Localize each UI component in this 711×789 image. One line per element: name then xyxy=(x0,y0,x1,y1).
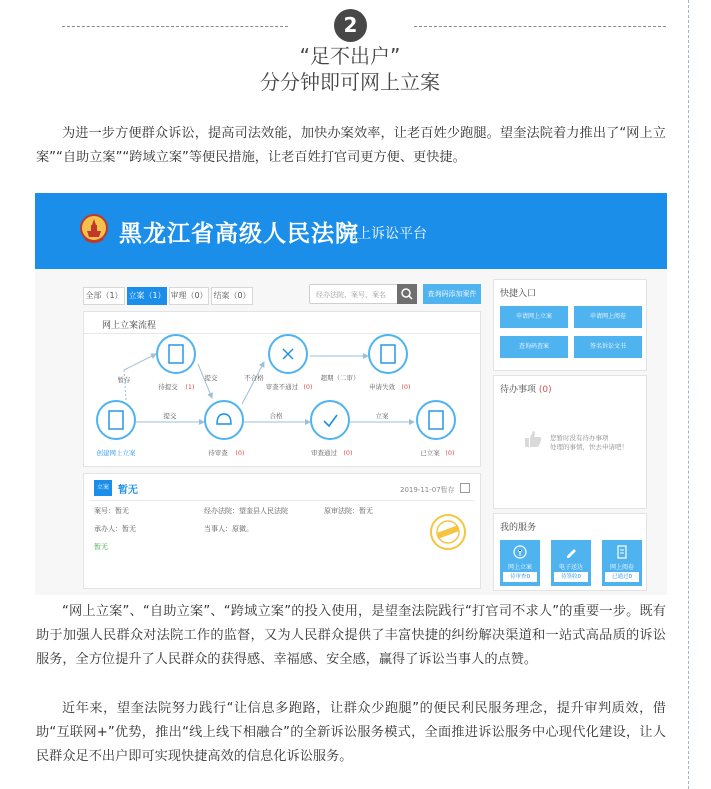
edge-submit2: 提交 xyxy=(204,374,218,382)
my-services-panel xyxy=(493,513,647,591)
case-title: 暂无 xyxy=(118,485,138,496)
right-dashed-rule xyxy=(688,0,689,789)
dollar-circle-icon xyxy=(513,545,527,559)
tab-all[interactable]: 全部（1） xyxy=(83,287,125,305)
document-icon xyxy=(615,545,629,559)
platform-name: 网上诉讼平台 xyxy=(343,226,427,242)
case-original-court: 原审法院：暂无 xyxy=(324,507,373,515)
label-passed-count: (0) xyxy=(343,449,353,457)
body-paragraph-2: 近年来，望奎法院努力践行“让信息多跑路，让群众少跑腿”的便民利民服务理念，提升审判质效，借助“互联网+”优势，推出“线上线下相融合”的全新诉讼服务模式，全面推进诉讼服务中心现代化建设，让人民群众足不出户即可实现快捷高效的信息化诉讼服务。 xyxy=(36,701,666,764)
label-pending-submit: 待提交 xyxy=(158,383,178,391)
label-passed: 审查通过 xyxy=(311,449,337,457)
label-filed: 已立案 xyxy=(420,449,440,457)
todo-count: (0) xyxy=(538,385,552,395)
todo-panel xyxy=(493,375,647,509)
arrow-fail xyxy=(242,362,264,404)
node-void-icon xyxy=(369,335,407,373)
court-name: 黑龙江省高级人民法院 xyxy=(119,221,359,247)
edge-submit1: 提交 xyxy=(163,412,177,420)
todo-empty-line2: 处理的事情，快去申请吧！ xyxy=(550,443,628,451)
search-button[interactable] xyxy=(397,284,417,304)
case-handling-court: 经办法院：望奎县人民法院 xyxy=(204,507,288,515)
todo-title-label: 待办事项 xyxy=(500,385,537,395)
section-title-line2: 分分钟即可网上立案 xyxy=(260,70,440,94)
side-panel xyxy=(493,279,647,591)
portal-banner xyxy=(35,193,667,269)
flow-diagram xyxy=(84,334,480,466)
case-divider xyxy=(90,500,474,501)
service-online-filing-sub: 待审查0 xyxy=(503,572,537,582)
todo-empty-line1: 您暂时没有待办事项 xyxy=(550,434,609,442)
tab-filing[interactable]: 立案（1） xyxy=(127,287,167,305)
sign-document-button[interactable]: 签名诉讼文书 xyxy=(574,336,642,358)
service-online-review-sub: 已通过0 xyxy=(605,572,639,582)
case-main-panel xyxy=(83,279,483,591)
court-emblem-icon xyxy=(79,213,109,245)
filing-flow-panel xyxy=(83,311,481,467)
pen-icon xyxy=(564,545,578,559)
apply-online-filing-button[interactable]: 申请网上立案 xyxy=(500,306,568,328)
case-status: 暂无 xyxy=(94,543,108,551)
node-filed-icon xyxy=(417,401,455,439)
service-online-review[interactable] xyxy=(602,540,642,586)
edge-file: 立案 xyxy=(375,412,389,420)
tab-trial[interactable]: 审理（0） xyxy=(169,287,209,305)
case-card[interactable] xyxy=(83,473,481,589)
edit-icon[interactable] xyxy=(460,483,470,493)
section-divider-left xyxy=(62,26,288,27)
case-parties: 当事人：原微。 xyxy=(204,525,253,533)
service-e-delivery[interactable] xyxy=(551,540,591,586)
case-undertaker: 承办人：暂无 xyxy=(94,525,136,533)
my-services-title: 我的服务 xyxy=(500,523,537,533)
label-pending-review: 待审查 xyxy=(208,449,228,457)
thumbs-up-icon xyxy=(522,428,544,450)
todo-title xyxy=(500,382,552,395)
label-filed-count: (0) xyxy=(445,449,455,457)
node-create-icon xyxy=(97,401,135,439)
case-date: 2019-11-07暂存 xyxy=(400,486,455,494)
todo-empty-message xyxy=(550,434,628,452)
section-number-badge: 2 xyxy=(334,9,367,42)
quick-entry-title: 快捷入口 xyxy=(500,289,537,299)
arrow-pause xyxy=(124,354,156,370)
edge-pass: 合格 xyxy=(269,412,283,420)
arrow-create-to-submit xyxy=(124,370,126,400)
quick-entry-panel xyxy=(493,279,647,371)
edge-pause: 暂存 xyxy=(117,376,131,384)
case-number: 案号：暂无 xyxy=(94,507,129,515)
section-divider-right xyxy=(414,26,666,27)
inquire-code-add-button[interactable]: 查询码添加案件 xyxy=(423,284,481,304)
node-passed-icon xyxy=(311,401,349,439)
section-title-line1: “足不出户” xyxy=(299,44,401,68)
node-pending-review-icon xyxy=(205,401,243,439)
label-void: 申请失效 xyxy=(369,383,395,391)
service-online-filing-label: 网上立案 xyxy=(507,564,532,571)
tab-closed[interactable]: 结案（0） xyxy=(211,287,253,305)
service-e-delivery-label: 电子送达 xyxy=(558,564,583,571)
label-void-count: (0) xyxy=(401,383,411,391)
apply-online-review-button[interactable]: 申请网上阅卷 xyxy=(574,306,642,328)
body-paragraph-1: “网上立案”、“自助立案”、“跨域立案”的投入使用，是望奎法院践行“打官司不求人”的重要一步。既有助于加强人民群众对法院工作的监督，又为人民群众提供了丰富快捷的纠纷解决渠道和一站式高品质的诉讼服务，全方位提升了人民群众的获得感、幸福感、安全感，赢得了诉讼当事人的点赞。 xyxy=(36,604,666,667)
seal-stamp-icon xyxy=(428,512,468,552)
label-create: 创建网上立案 xyxy=(96,449,136,457)
case-tag: 立案 xyxy=(94,480,112,496)
label-pending-submit-count: (1) xyxy=(185,383,195,391)
query-code-case-button[interactable]: 查询码查案 xyxy=(500,336,568,358)
flow-title: 网上立案流程 xyxy=(102,321,157,331)
search-icon xyxy=(397,284,417,304)
label-rejected: 审查不通过 xyxy=(265,383,299,391)
label-rejected-count: (0) xyxy=(303,383,313,391)
service-online-review-label: 网上阅卷 xyxy=(609,564,634,571)
flow-labels xyxy=(97,373,455,457)
label-pending-review-count: (0) xyxy=(235,449,245,457)
node-pending-submit-icon xyxy=(157,335,195,373)
portal-screenshot xyxy=(35,193,667,595)
service-online-filing[interactable] xyxy=(500,540,540,586)
edge-overdue: 超期（二审） xyxy=(320,374,360,382)
edge-fail: 不合格 xyxy=(244,374,264,382)
service-e-delivery-sub: 待签收0 xyxy=(554,572,588,582)
search-placeholder: 经办法院、案号、案名 xyxy=(316,291,386,299)
intro-paragraph: 为进一步方便群众诉讼，提高司法效能，加快办案效率，让老百姓少跑腿。望奎法院着力推出了“网上立案”“自助立案”“跨域立案”等便民措施，让老百姓打官司更方便、更快捷。 xyxy=(36,126,666,165)
